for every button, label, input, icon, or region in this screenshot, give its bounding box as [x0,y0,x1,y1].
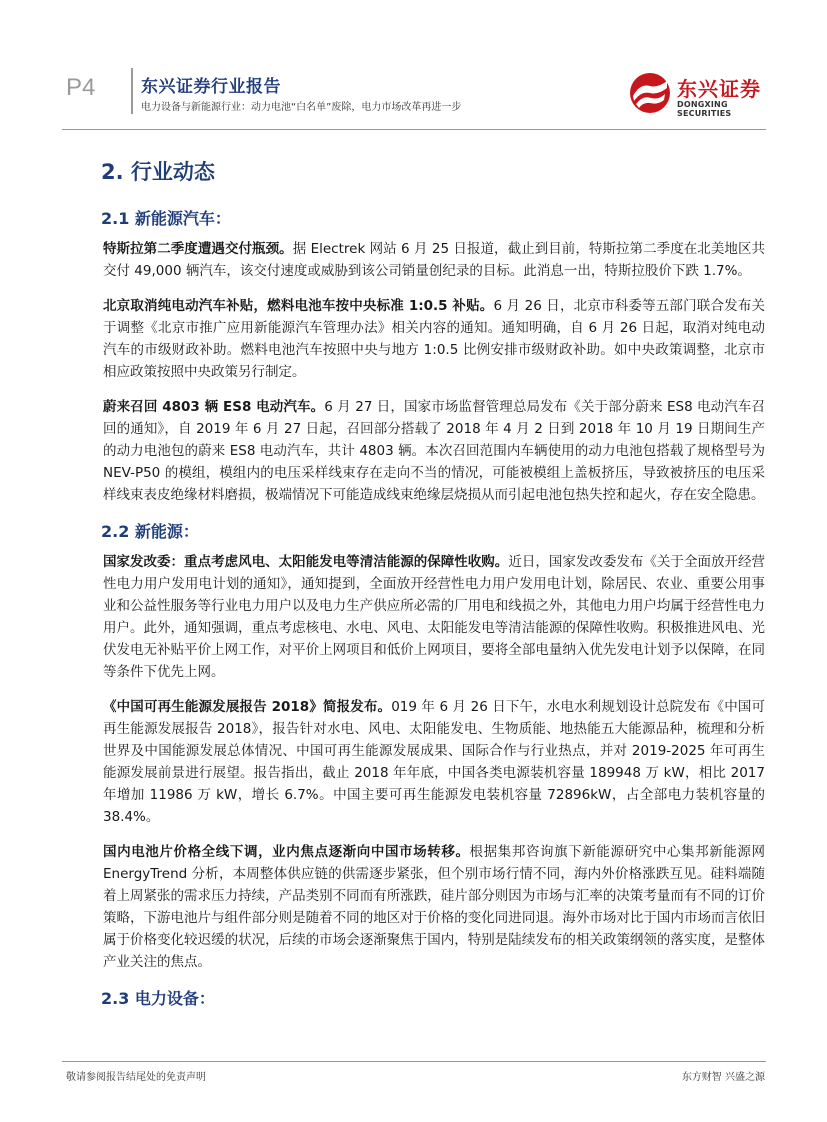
paragraph-body: 据 Electrek 网站 6 月 25 日报道，截止到目前，特斯拉第二季度在北美地区共交付 49,000 辆汽车，该交付速度或威胁到该公司销量创纪录的目标。此消息一出，特斯拉股价下跌 1.7%。 [103,241,765,279]
paragraph-lead: 国内电池片价格全线下调，业内焦点逐渐向中国市场转移。 [103,844,470,860]
paragraph-lead: 特斯拉第二季度遭遇交付瓶颈。 [103,241,293,257]
footer-disclaimer: 敬请参阅报告结尾处的免责声明 [66,1072,206,1083]
subsection-title-power-equipment: 2.3 电力设备： [101,989,215,1008]
paragraph-tesla [103,238,765,282]
footer-rule [62,1061,766,1062]
section-title: 2. 行业动态 [101,160,215,184]
report-subtitle: 电力设备与新能源行业：动力电池“白名单”废除，电力市场改革再进一步 [141,102,462,113]
header-divider [131,68,133,114]
page-number: P4 [66,74,96,101]
company-logo [628,71,768,118]
paragraph-body: 019 年 6 月 26 日下午，水电水利规划设计总院发布《中国可再生能源发展报告 2018》，报告针对水电、风电、太阳能发电、生物质能、地热能五大能源品种，梳理和分析世界及中国能源发展总体情况、中国可再生能源发展成果、国际合作与行业热点，并对 2019-2025 年可再生能源发展前景进行展望。报告指出，截止 2018 年年底，中国各类电源装机容量 189948 万 kW，相比 2017 年增加 11986 万 kW，增长 6.7%。中国主要可再生能源发电装机容量 72896kW，占全部电力装机容量的 38.4%。 [103,699,765,825]
report-title: 东兴证券行业报告 [141,77,281,97]
subsection-title-new-energy: 2.2 新能源： [101,522,199,541]
paragraph-nio-recall [103,396,765,506]
paragraph-lead: 国家发改委：重点考虑风电、太阳能发电等清洁能源的保障性收购。 [103,554,509,570]
main-content [103,156,765,1018]
logo-name-en: DONGXING SECURITIES [677,100,732,118]
paragraph-renewable-report [103,696,765,828]
paragraph-body: 6 月 27 日，国家市场监督管理总局发布《关于部分蔚来 ES8 电动汽车召回的通知》，自 2019 年 6 月 27 日起，召回部分搭载了 2018 年 4 月 2 日到 2018 年 10 月 19 日期间生产的动力电池包的蔚来 ES8 电动汽车，共计 4803 辆。本次召回范围内车辆使用的动力电池包搭载了规格型号为 NEV-P50 的模组，模组内的电压采样线束存在走向不当的情况，可能被模组上盖板挤压，导致被挤压的电压采样线束表皮绝缘材料磨损，极端情况下可能造成线束绝缘层烧损从而引起电池包热失控和起火，存在安全隐患。 [103,399,765,503]
paragraph-lead: 蔚来召回 4803 辆 ES8 电动汽车。 [103,399,325,415]
paragraph-cell-price [103,841,765,973]
logo-name-cn: 东兴证券 [677,77,761,101]
paragraph-body: 根据集邦咨询旗下新能源研究中心集邦新能源网 EnergyTrend 分析，本周整体供应链的供需逐步紧张，但个别市场行情不同，海内外价格涨跌互见。硅料端随着上周紧张的需求压力持续，产品类别不同而有所涨跌，硅片部分则因为市场与汇率的决策考量而有不同的订价策略，下游电池片与组件部分则是随着不同的地区对于价格的变化同进同退。海外市场对比于国内市场而言依旧属于价格变化较迟缓的状况，后续的市场会逐渐聚焦于国内，特别是陆续发布的相关政策纲领的落实度，是整体产业关注的焦点。 [103,844,766,970]
paragraph-body: 近日，国家发改委发布《关于全面放开经营性电力用户发用电计划的通知》，通知提到，全面放开经营性电力用户发用电计划，除居民、农业、重要公用事业和公益性服务等行业电力用户以及电力生产供应所必需的厂用电和线损之外，其他电力用户均属于经营性电力用户。此外，通知强调，重点考虑核电、水电、风电、太阳能发电等清洁能源的保障性收购。积极推进风电、光伏发电无补贴平价上网工作，对平价上网项目和低价上网项目，要将全部电量纳入优先发电计划予以保障，在同等条件下优先上网。 [103,554,765,680]
paragraph-ndrc [103,551,765,683]
header-rule [62,129,766,130]
paragraph-body: 6 月 26 日，北京市科委等五部门联合发布关于调整《北京市推广应用新能源汽车管理办法》相关内容的通知。通知明确，自 6 月 26 日起，取消对纯电动汽车的市级财政补助。燃料电池汽车按照中央与地方 1:0.5 比例安排市级财政补助。如中央政策调整，北京市相应政策按照中央政策另行制定。 [103,298,766,380]
logo-mark-icon [628,71,672,115]
paragraph-lead: 北京取消纯电动汽车补贴，燃料电池车按中央标准 1:0.5 补贴。 [103,298,494,314]
paragraph-lead: 《中国可再生能源发展报告 2018》简报发布。 [103,699,392,715]
paragraph-beijing-subsidy [103,295,765,383]
subsection-title-ev: 2.1 新能源汽车： [101,209,231,228]
footer-slogan: 东方财智 兴盛之源 [681,1072,765,1083]
page-header [0,0,827,130]
